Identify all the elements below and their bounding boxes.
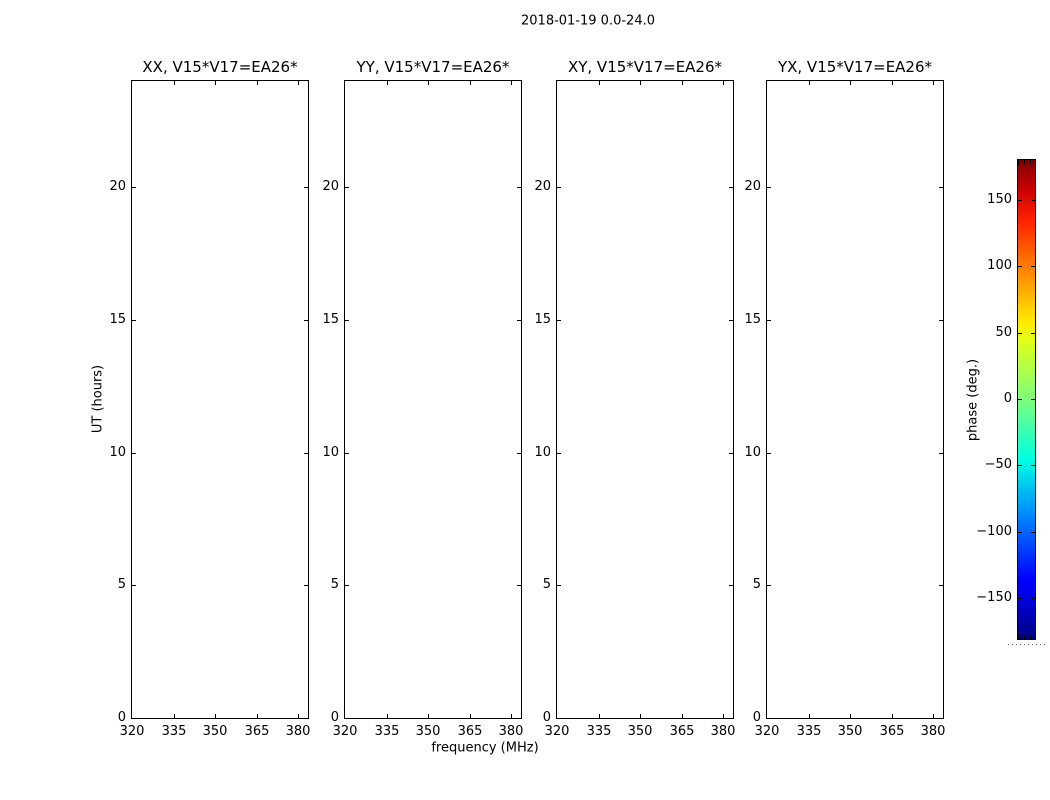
x-tick-label: 350 [837,724,863,739]
y-tick-label: 0 [752,710,761,725]
y-tick-label: 15 [744,312,761,327]
y-tick-label: 10 [109,445,126,460]
colorbar-axis-label: phase (deg.) [965,358,981,442]
y-tick-label: 15 [534,312,551,327]
subplot-panel-xx [109,58,311,739]
x-tick-label: 350 [202,724,228,739]
y-axis-label: UT (hours) [90,364,106,434]
x-tick-label: 320 [119,724,145,739]
x-tick-label: 365 [457,724,483,739]
subplot-panel-xy [534,58,736,739]
x-tick-label: 335 [161,724,187,739]
plot-area [131,80,309,719]
y-tick-label: 5 [117,577,126,592]
x-tick-label: 380 [920,724,946,739]
y-tick-label: 5 [752,577,761,592]
x-tick-label: 365 [879,724,905,739]
x-tick-label: 365 [669,724,695,739]
x-tick-label: 320 [544,724,570,739]
colorbar-tick-label: 150 [987,192,1012,207]
x-axis-label: frequency (MHz) [431,740,539,756]
y-tick-label: 15 [322,312,339,327]
y-tick-label: 0 [117,710,126,725]
colorbar-tick-label: 50 [995,325,1012,340]
x-tick-label: 335 [586,724,612,739]
subplot-title: YY, V15*V17=EA26* [356,58,510,76]
subplot-panel-yy [322,58,524,739]
plot-area [556,80,734,719]
plot-area [766,80,944,719]
x-tick-label: 335 [374,724,400,739]
x-tick-label: 350 [627,724,653,739]
x-tick-label: 365 [244,724,270,739]
colorbar-tick-label: 0 [1003,391,1012,406]
y-tick-label: 20 [322,179,339,194]
y-tick-label: 0 [542,710,551,725]
y-tick-label: 10 [534,445,551,460]
x-tick-label: 320 [332,724,358,739]
colorbar-top-marks [1018,160,1035,165]
subplot-title: XY, V15*V17=EA26* [567,58,723,76]
colorbar-underline-dots [1008,644,1046,645]
y-tick-label: 5 [542,577,551,592]
x-tick-label: 320 [754,724,780,739]
x-tick-label: 335 [796,724,822,739]
x-tick-label: 380 [285,724,311,739]
colorbar-tick-label: −100 [976,524,1012,539]
subplot-panel-yx [744,58,946,739]
figure-title: 2018-01-19 0.0-24.0 [521,13,655,29]
subplot-title: YX, V15*V17=EA26* [777,58,933,76]
x-tick-label: 380 [710,724,736,739]
x-tick-label: 380 [498,724,524,739]
colorbar-bottom-marks [1018,635,1035,639]
colorbar-tick-label: −50 [984,457,1012,472]
y-tick-label: 20 [109,179,126,194]
y-tick-label: 10 [322,445,339,460]
x-tick-label: 350 [415,724,441,739]
colorbar-tick-label: −150 [976,590,1012,605]
y-tick-label: 20 [744,179,761,194]
subplot-title: XX, V15*V17=EA26* [142,58,298,76]
y-tick-label: 0 [330,710,339,725]
y-tick-label: 15 [109,312,126,327]
plot-area [344,80,522,719]
colorbar [1017,159,1036,640]
y-tick-label: 10 [744,445,761,460]
y-tick-label: 5 [330,577,339,592]
colorbar-tick-label: 100 [987,258,1012,273]
y-tick-label: 20 [534,179,551,194]
